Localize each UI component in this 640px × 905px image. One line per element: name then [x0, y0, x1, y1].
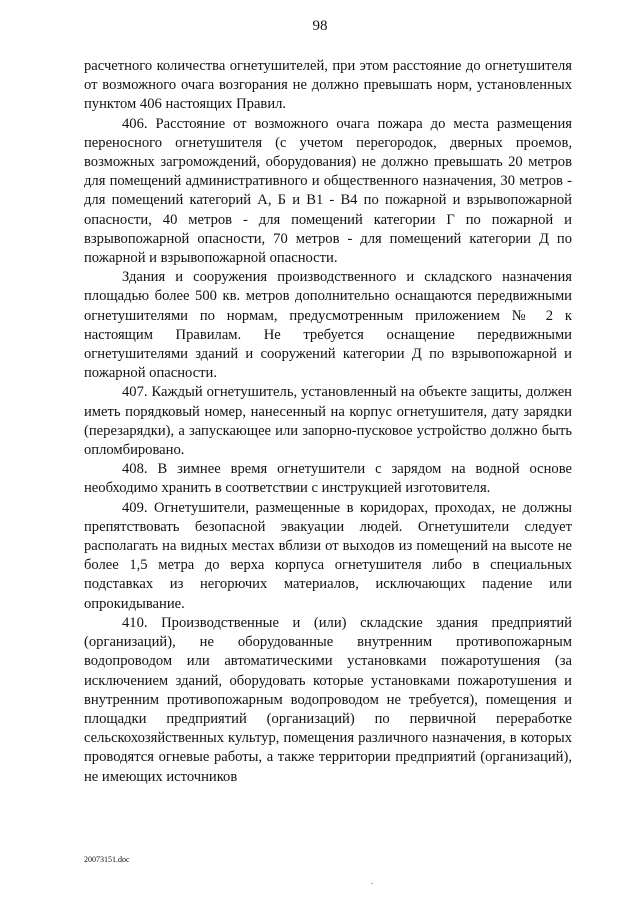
- paragraph-408: 408. В зимнее время огнетушители с зарядом на водной основе необходимо хранить в соответствии с инструкцией изготовителя.: [84, 461, 572, 497]
- paragraph-buildings: Здания и сооружения производственного и складского назначения площадью более 500 кв. метров дополнительно оснащаются передвижными огнетушителями по нормам, предусмотренным приложением № 2 к настоящим Правилам. Не требуется оснащение передвижными огнетушителями зданий и сооружений категории Д по взрывопожарной и пожарной опасности.: [84, 269, 572, 382]
- footer-mark: .: [371, 877, 373, 886]
- paragraph-continuation: расчетного количества огнетушителей, при этом расстояние до огнетушителя от возможного очага возгорания не должно превышать норм, установленных пунктом 406 настоящих Правил.: [84, 58, 572, 113]
- document-body: [84, 57, 572, 787]
- paragraph-407: 407. Каждый огнетушитель, установленный на объекте защиты, должен иметь порядковый номер, нанесенный на корпус огнетушителя, дату зарядки (перезарядки), а запускающее или запорно-пусковое устройство должно быть опломбировано.: [84, 384, 572, 459]
- paragraph-410: 410. Производственные и (или) складские здания предприятий (организаций), не оборудованные внутренним противопожарным водопроводом или автоматическими установками пожаротушения (за исключением зданий, оборудовать которые установками пожаротушения и внутренним противопожарным водопроводом не требуется), помещения и площадки предприятий (организаций) по первичной переработке сельскохозяйственных культур, помещения различного назначения, в которых проводятся огневые работы, а также территории предприятий (организаций), не имеющих источников: [84, 614, 572, 785]
- footer-file-name: 20073151.doc: [84, 855, 130, 864]
- page-number: 98: [312, 18, 328, 34]
- paragraph-409: 409. Огнетушители, размещенные в коридорах, проходах, не должны препятствовать безопасной эвакуации людей. Огнетушители следует располагать на видных местах вблизи от выходов из помещений на высоте не более 1,5 метра до верха корпуса огнетушителя либо в специальных подставках из негорючих материалов, исключающих падение или опрокидывание.: [84, 499, 572, 612]
- paragraph-406: 406. Расстояние от возможного очага пожара до места размещения переносного огнетушителя (с учетом перегородок, дверных проемов, возможных загромождений, оборудования) не должно превышать 20 метров для помещений административного и общественного назначения, 30 метров - для помещений категорий А, Б и В1 - В4 по пожарной и взрывопожарной опасности, 40 метров - для помещений категории Г по пожарной и взрывопожарной опасности, 70 метров - для помещений категории Д по пожарной и взрывопожарной опасности.: [84, 115, 572, 267]
